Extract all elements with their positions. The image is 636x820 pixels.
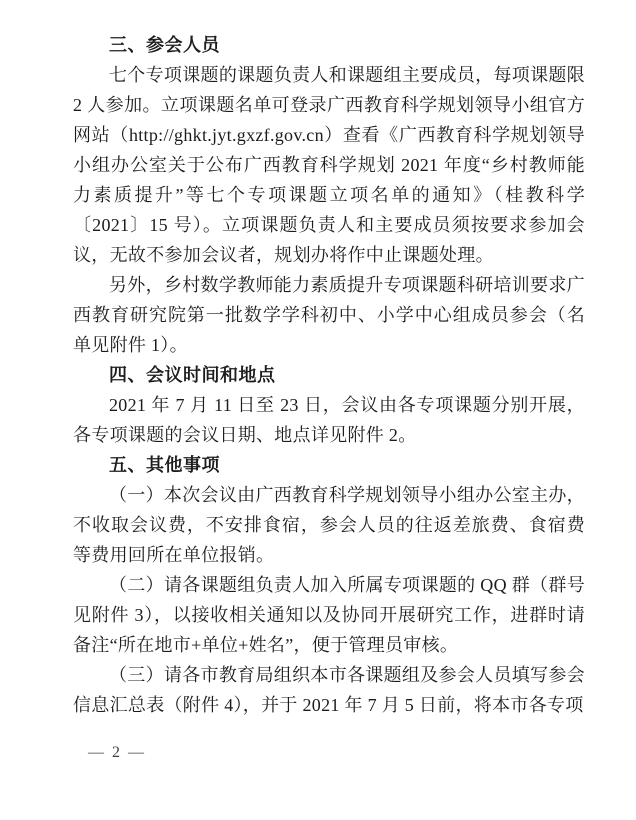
section-heading-time-place: 四、会议时间和地点 — [109, 365, 276, 385]
paragraph-time-place: 2021 年 7 月 11 日至 23 日，会议由各专项课题分别开展，各专项课题的会议日期、地点详见附件 2。 — [73, 395, 585, 445]
page-number: — 2 — — [88, 744, 146, 761]
document-body — [73, 30, 585, 720]
section-heading-attendees: 三、参会人员 — [109, 35, 220, 55]
paragraph-attendees-additional: 另外，乡村数学教师能力素质提升专项课题科研培训要求广西教育研究院第一批数学学科初中、小学中心组成员参会（名单见附件 1）。 — [73, 275, 585, 355]
paragraph-other-item-3: （三）请各市教育局组织本市各课题组及参会人员填写参会信息汇总表（附件 4），并于 2021 年 7 月 5 日前，将本市各专项 — [73, 665, 585, 715]
paragraph-attendees-main: 七个专项课题的课题负责人和课题组主要成员，每项课题限 2 人参加。立项课题名单可登录广西教育科学规划领导小组官方网站（http://ghkt.jyt.gxzf.gov.cn）查看《广西教育科学规划领导小组办公室关于公布广西教育科学规划 2021 年度“乡村教师能力素质提升”等七个专项课题立项名单的通知》（桂教科学〔2021〕15 号）。立项课题负责人和主要成员须按要求参加会议，无故不参加会议者，规划办将作中止课题处理。 — [73, 65, 585, 265]
section-heading-other-matters: 五、其他事项 — [109, 455, 220, 475]
paragraph-other-item-2: （二）请各课题组负责人加入所属专项课题的 QQ 群（群号见附件 3），以接收相关通知以及协同开展研究工作，进群时请备注“所在地市+单位+姓名”，便于管理员审核。 — [73, 575, 585, 655]
paragraph-other-item-1: （一）本次会议由广西教育科学规划领导小组办公室主办，不收取会议费，不安排食宿，参会人员的往返差旅费、食宿费等费用回所在单位报销。 — [73, 485, 585, 565]
